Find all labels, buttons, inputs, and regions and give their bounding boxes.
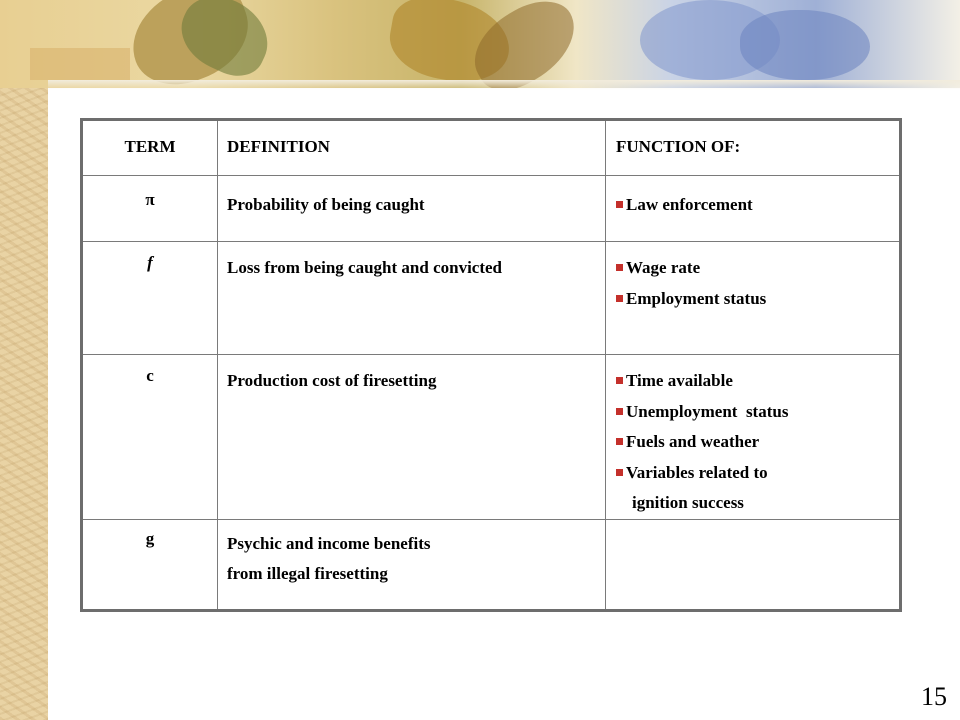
bullet-icon	[616, 264, 623, 271]
table-row	[82, 176, 901, 242]
term-cell	[82, 242, 218, 355]
background-texture	[0, 0, 48, 720]
term-g: g	[145, 528, 155, 548]
table-row	[82, 519, 901, 610]
banner-patch	[30, 48, 130, 80]
function-item: Time available	[616, 366, 899, 397]
function-item: Wage rate	[616, 253, 899, 284]
definition-line: Loss from being caught and convicted	[227, 258, 503, 277]
bullet-icon	[616, 438, 623, 445]
header-definition: DEFINITION	[227, 137, 330, 156]
function-item: Unemployment status	[616, 397, 899, 428]
function-item: Variables related to	[616, 458, 899, 489]
term-cell	[82, 355, 218, 520]
flower-decoration	[740, 10, 870, 80]
bullet-icon	[616, 377, 623, 384]
header-function-cell	[606, 120, 901, 176]
table-row	[82, 355, 901, 520]
header-function: FUNCTION OF:	[616, 137, 741, 156]
header-term: TERM	[124, 137, 176, 156]
definition-cell	[218, 355, 606, 520]
function-cell	[606, 242, 901, 355]
slide-number: 15	[921, 682, 947, 711]
definition-line: Production cost of firesetting	[227, 371, 437, 390]
decorative-banner	[0, 0, 960, 88]
bullet-icon	[616, 408, 623, 415]
definition-cell	[218, 242, 606, 355]
header-term-cell	[82, 120, 218, 176]
function-item-continuation: ignition success	[632, 493, 744, 512]
term-pi: π	[145, 190, 155, 209]
term-f: f	[147, 253, 153, 272]
function-cell	[606, 176, 901, 242]
definition-cell	[218, 176, 606, 242]
definition-line: Psychic and income benefits	[227, 533, 431, 553]
function-item: Employment status	[616, 284, 899, 315]
banner-shadow	[48, 80, 960, 90]
function-item: Fuels and weather	[616, 427, 899, 458]
bullet-icon	[616, 295, 623, 302]
definitions-table	[80, 118, 902, 612]
definition-line: from illegal firesetting	[227, 564, 388, 583]
term-c: c	[146, 366, 154, 385]
header-definition-cell	[218, 120, 606, 176]
table-header-row	[82, 120, 901, 176]
function-cell-empty	[606, 519, 901, 610]
bullet-icon	[616, 469, 623, 476]
function-cell	[606, 355, 901, 520]
function-item: Law enforcement	[616, 190, 899, 221]
table-row	[82, 242, 901, 355]
definition-line: Probability of being caught	[227, 195, 425, 214]
bullet-icon	[616, 201, 623, 208]
definition-cell	[218, 519, 606, 610]
term-cell	[82, 519, 218, 610]
term-cell	[82, 176, 218, 242]
